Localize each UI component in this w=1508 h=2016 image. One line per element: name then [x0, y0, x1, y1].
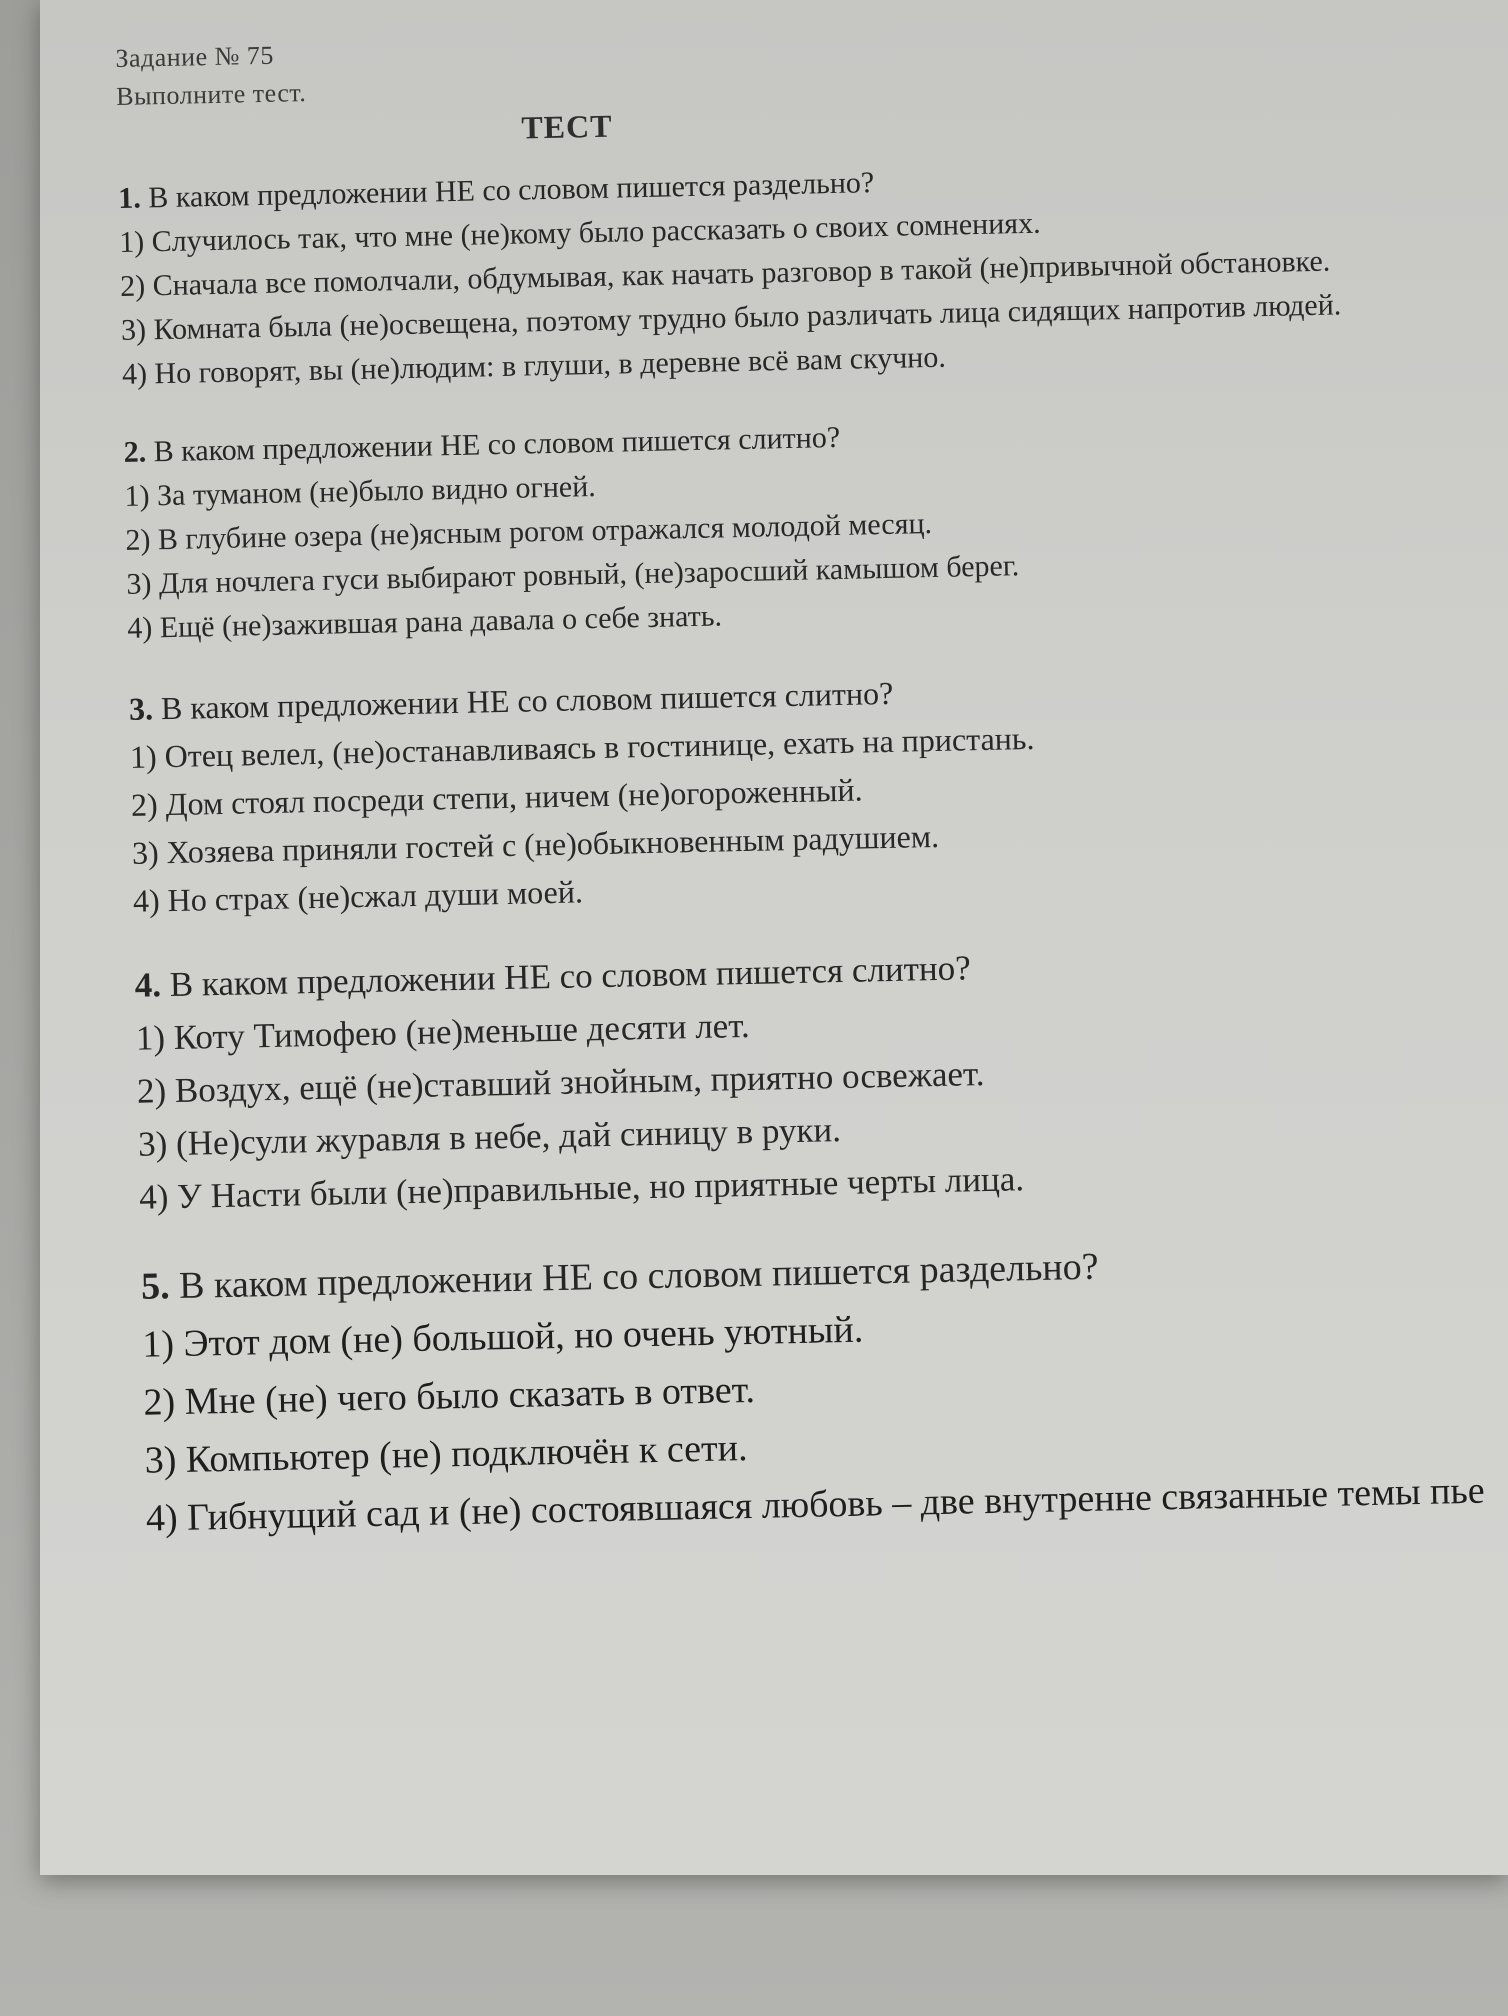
question-1 — [118, 148, 1508, 397]
question-number: 3. — [128, 690, 154, 727]
paper-sheet — [40, 0, 1508, 1875]
question-5 — [141, 1229, 1508, 1548]
option: 2) Сначала все помолчали, обдумывая, как начать разговор в такой (не)привычной обстановке. — [119, 244, 1331, 303]
option: 2) Мне (не) чего было сказать в ответ. — [143, 1368, 756, 1424]
option: 4) Ещё (не)зажившая рана давала о себе знать. — [126, 599, 723, 645]
option: 3) Хозяева приняли гостей с (не)обыкновенным радушием. — [131, 817, 940, 871]
question-prompt: В каком предложении НЕ со словом пишется раздельно? — [147, 166, 875, 215]
question-3 — [129, 656, 1508, 925]
question-prompt: В каком предложении НЕ со словом пишется слитно? — [153, 420, 841, 469]
test-title: ТЕСТ — [520, 107, 613, 146]
option: 3) (Не)сули журавля в небе, дай синицу в руки. — [137, 1110, 842, 1164]
option: 4) Но говорят, вы (не)людим: в глуши, в деревне всё вам скучно. — [121, 340, 947, 391]
question-prompt: В каком предложении НЕ со словом пишется слитно? — [169, 948, 972, 1005]
document-content — [115, 11, 1508, 1582]
question-4 — [134, 930, 1508, 1224]
option: 4) У Насти были (не)правильные, но приятные черты лица. — [138, 1159, 1025, 1217]
option: 1) Отец велел, (не)останавливаясь в гостинице, ехать на пристань. — [129, 719, 1035, 775]
question-number: 2. — [123, 435, 147, 469]
option: 2) Дом стоял посреди степи, ничем (не)огороженный. — [130, 771, 863, 823]
option: 2) Воздух, ещё (не)ставший знойным, приятно освежает. — [136, 1054, 985, 1111]
option: 3) Комната была (не)освещена, поэтому трудно было различать лица сидящих напротив людей. — [120, 288, 1342, 347]
option: 3) Для ночлега гуси выбирают ровный, (не)заросший камышом берег. — [126, 549, 1020, 601]
task-number: Задание № 75 — [115, 40, 275, 73]
question-2 — [123, 402, 1508, 651]
question-number: 5. — [140, 1265, 171, 1308]
question-number: 1. — [117, 181, 142, 215]
option: 1) За туманом (не)было видно огней. — [124, 470, 597, 513]
task-instruction: Выполните тест. — [115, 78, 307, 111]
question-number: 4. — [134, 965, 162, 1005]
option: 4) Но страх (не)сжал души моей. — [132, 873, 584, 919]
question-prompt: В каком предложении НЕ со словом пишется слитно? — [160, 674, 894, 727]
option: 2) В глубине озера (не)ясным рогом отражался молодой месяц. — [125, 506, 933, 557]
option: 1) Коту Тимофею (не)меньше десяти лет. — [135, 1005, 751, 1058]
question-prompt: В каком предложении НЕ со словом пишется раздельно? — [178, 1245, 1099, 1307]
option: 4) Гибнущий сад и (не) состоявшаяся любовь – две внутренне связанные темы пье — [145, 1469, 1485, 1540]
option: 1) Случилось так, что мне (не)кому было рассказать о своих сомнениях. — [118, 206, 1041, 259]
option: 3) Компьютер (не) подключён к сети. — [144, 1427, 748, 1482]
option: 1) Этот дом (не) большой, но очень уютный. — [141, 1308, 864, 1366]
